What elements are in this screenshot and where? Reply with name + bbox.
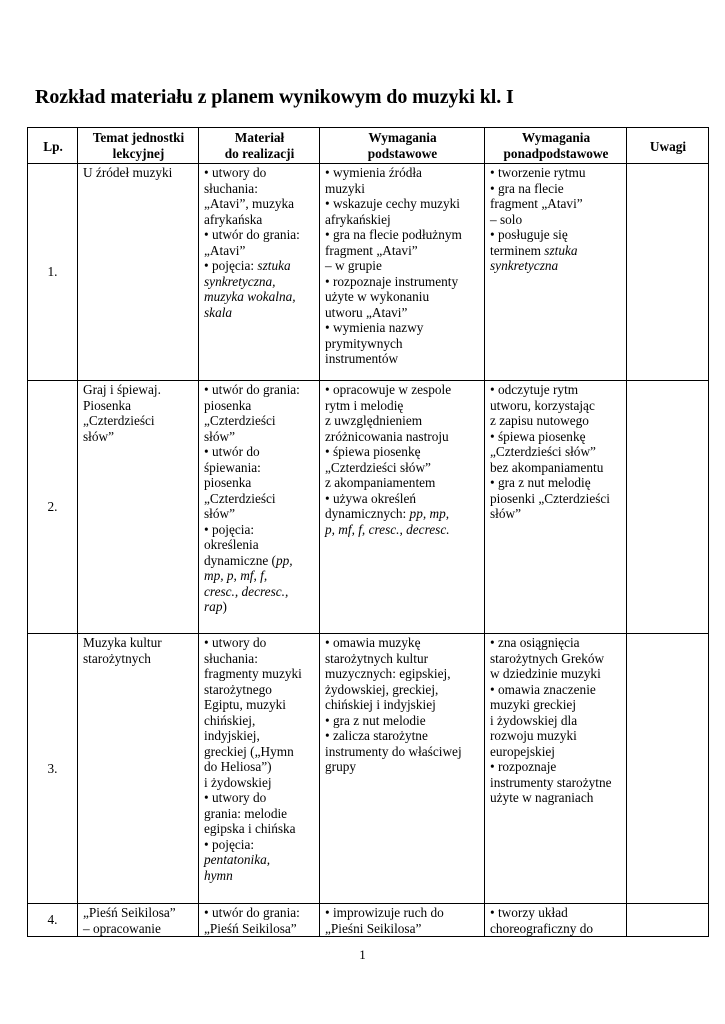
temat-line: Graj i śpiewaj. [83, 382, 161, 397]
table-row [28, 634, 709, 904]
ponad-line: starożytnych Greków [490, 650, 605, 666]
page-number: 1 [359, 947, 366, 962]
header-lp: Lp. [28, 128, 78, 164]
ponad-line: instrumenty starożytne [490, 774, 612, 790]
header-material-line: do realizacji [224, 145, 295, 161]
material-line: • utwory do [204, 790, 267, 805]
podst-line: użyte w wykonaniu [325, 289, 430, 304]
material-line: muzyka wokalna, [204, 289, 296, 304]
material-line: skala [204, 304, 233, 320]
ponad-line: – solo [490, 211, 523, 227]
podst-line: rytm i melodię [325, 397, 404, 413]
ponad-line: choreograficzny do [490, 920, 593, 936]
podst-line: żydowskiej, greckiej, [325, 681, 439, 697]
cell-podst [320, 381, 485, 634]
ponad-line: w dziedzinie muzyki [490, 666, 601, 681]
material-line: greckiej („Hymn [204, 743, 294, 759]
cell-uwagi [627, 904, 709, 937]
cell-temat [78, 904, 199, 937]
material-line: słów” [204, 506, 236, 521]
cell-lp: 4. [28, 904, 78, 937]
material-line: Egiptu, muzyki [204, 697, 286, 712]
podst-line: p, mf, f, cresc., decresc. [325, 521, 450, 537]
podst-line: chińskiej i indyjskiej [325, 697, 436, 712]
podst-line: • improwizuje ruch do [325, 905, 444, 920]
header-podst-line: Wymagania [368, 130, 437, 145]
cell-ponad [485, 634, 627, 904]
ponad-line: • omawia znaczenie [490, 681, 596, 697]
material-line: cresc., decresc., [204, 583, 289, 599]
ponad-line: • gra z nut melodię [490, 475, 591, 490]
podst-line: z uwzględnieniem [325, 413, 423, 428]
material-line: • utwór do grania: [204, 905, 300, 920]
material-line: pentatonika, [204, 852, 271, 867]
podst-line: • śpiewa piosenkę [325, 444, 421, 459]
cell-material [199, 904, 320, 937]
ponad-line: słów” [490, 506, 522, 521]
ponad-line: piosenki „Czterdzieści [490, 490, 610, 506]
header-row [28, 128, 709, 164]
document-title: Rozkład materiału z planem wynikowym do muzyki kl. I [35, 86, 514, 108]
cell-lp: 3. [28, 634, 78, 904]
material-line: określenia [204, 537, 259, 552]
cell-podst [320, 904, 485, 937]
podst-line: – w grupie [325, 258, 382, 273]
cell-ponad [485, 904, 627, 937]
podst-line: • wymienia źródła [325, 165, 422, 180]
header-ponad-line: Wymagania [521, 130, 591, 145]
podst-line: „Czterdzieści słów” [325, 459, 431, 475]
cell-temat [78, 381, 199, 634]
podst-line: • gra z nut melodie [325, 712, 426, 728]
cell-material [199, 634, 320, 904]
temat-line: starożytnych [83, 650, 151, 666]
cell-ponad [485, 381, 627, 634]
material-line: synkretyczna, [204, 273, 276, 289]
material-line: • utwory do [204, 635, 267, 650]
material-line: • utwór do grania: [204, 382, 300, 397]
podst-line: dynamicznych: pp, mp, [325, 506, 450, 521]
ponad-line: użyte w nagraniach [490, 790, 594, 805]
podst-line: fragment „Atavi” [325, 242, 418, 258]
material-line: afrykańska [204, 211, 263, 227]
podst-line: • rozpoznaje instrumenty [325, 273, 459, 289]
cell-material [199, 164, 320, 381]
podst-line: grupy [325, 759, 357, 774]
podst-line: prymitywnych [325, 335, 403, 351]
header-temat-line: lekcyjnej [112, 145, 165, 161]
header-temat-line: Temat jednostki [92, 130, 185, 145]
material-line: „Pieśń Seikilosa” [204, 920, 297, 936]
podst-line: instrumenty do właściwej [325, 743, 462, 759]
ponad-line: i żydowskiej dla [490, 712, 578, 728]
ponad-line: synkretyczna [490, 258, 559, 273]
podst-line: • wymienia nazwy [325, 320, 424, 335]
cell-podst [320, 164, 485, 381]
ponad-line: • rozpoznaje [490, 759, 557, 774]
material-line: słuchania: [204, 650, 258, 666]
material-line: śpiewania: [204, 459, 261, 475]
temat-line: Muzyka kultur [83, 635, 162, 650]
material-line: „Czterdzieści [204, 413, 276, 428]
temat-line: – opracowanie [83, 920, 161, 936]
material-line: • pojęcia: sztuka [204, 258, 291, 273]
material-line: starożytnego [204, 681, 272, 697]
material-line: indyjskiej, [204, 728, 260, 743]
ponad-line: z zapisu nutowego [490, 413, 589, 428]
podst-line: muzyki [325, 180, 365, 196]
material-line: słów” [204, 428, 236, 444]
ponad-line: europejskiej [490, 743, 555, 759]
material-line: • pojęcia: [204, 836, 255, 852]
header-material-line: Materiał [234, 130, 285, 145]
podst-line: • wskazuje cechy muzyki [325, 196, 460, 211]
ponad-line: • posługuje się [490, 227, 568, 242]
material-line: rap) [204, 599, 227, 614]
material-line: • pojęcia: [204, 521, 255, 537]
podst-line: afrykańskiej [325, 211, 391, 227]
ponad-line: fragment „Atavi” [490, 196, 583, 211]
podst-line: instrumentów [325, 351, 399, 366]
podst-line: starożytnych kultur [325, 650, 429, 666]
material-line: „Atavi”, muzyka [204, 196, 295, 211]
material-line: mp, p, mf, f, [204, 568, 268, 583]
cell-uwagi [627, 381, 709, 634]
header-ponad-line: ponadpodstawowe [503, 145, 609, 161]
material-line: piosenka [204, 475, 252, 490]
ponad-line: • śpiewa piosenkę [490, 428, 586, 444]
material-line: dynamiczne (pp, [204, 552, 293, 568]
header-podstawowe [320, 128, 485, 164]
material-line: „Atavi” [204, 242, 246, 258]
temat-line: „Pieśń Seikilosa” [83, 905, 176, 920]
podst-line: zróżnicowania nastroju [325, 428, 449, 444]
cell-material [199, 381, 320, 634]
podst-line: „Pieśni Seikilosa” [325, 920, 422, 936]
cell-lp: 2. [28, 381, 78, 634]
material-line: do Heliosa”) [204, 759, 272, 774]
cell-ponad [485, 164, 627, 381]
ponad-line: • tworzenie rytmu [490, 165, 586, 180]
podst-line: utworu „Atavi” [325, 304, 408, 320]
table-row [28, 381, 709, 634]
cell-lp: 1. [28, 164, 78, 381]
header-temat [78, 128, 199, 164]
ponad-line: bez akompaniamentu [490, 459, 604, 475]
ponad-line: • zna osiągnięcia [490, 635, 580, 650]
material-line: „Czterdzieści [204, 490, 276, 506]
podst-line: • gra na flecie podłużnym [325, 227, 462, 242]
temat-line: U źródeł muzyki [83, 165, 173, 180]
header-material [199, 128, 320, 164]
ponad-line: utworu, korzystając [490, 397, 595, 413]
lesson-plan-table [27, 127, 709, 937]
cell-podst [320, 634, 485, 904]
ponad-line: • gra na flecie [490, 180, 564, 196]
header-ponadpodstawowe [485, 128, 627, 164]
header-podst-line: podstawowe [367, 145, 438, 161]
ponad-line: terminem sztuka [490, 242, 578, 258]
table-row [28, 164, 709, 381]
material-line: • utwór do [204, 444, 260, 459]
cell-temat [78, 164, 199, 381]
cell-temat [78, 634, 199, 904]
podst-line: z akompaniamentem [325, 475, 436, 490]
podst-line: muzycznych: egipskiej, [325, 666, 451, 681]
material-line: hymn [204, 867, 233, 883]
temat-line: „Czterdzieści [83, 413, 155, 428]
ponad-line: rozwoju muzyki [490, 728, 577, 743]
material-line: fragmenty muzyki [204, 666, 302, 681]
temat-line: Piosenka [83, 397, 132, 413]
podst-line: • używa określeń [325, 490, 417, 506]
material-line: • utwór do grania: [204, 227, 300, 242]
podst-line: • zalicza starożytne [325, 728, 428, 743]
cell-uwagi [627, 634, 709, 904]
material-line: grania: melodie [204, 805, 288, 821]
ponad-line: • tworzy układ [490, 905, 568, 920]
material-line: piosenka [204, 397, 252, 413]
cell-uwagi [627, 164, 709, 381]
ponad-line: • odczytuje rytm [490, 382, 579, 397]
material-line: i żydowskiej [204, 774, 272, 790]
material-line: chińskiej, [204, 712, 256, 728]
temat-line: słów” [83, 428, 115, 444]
podst-line: • opracowuje w zespole [325, 382, 452, 397]
podst-line: • omawia muzykę [325, 635, 421, 650]
ponad-line: muzyki greckiej [490, 697, 577, 712]
table-row [28, 904, 709, 937]
material-line: słuchania: [204, 180, 258, 196]
header-uwagi: Uwagi [627, 128, 709, 164]
material-line: egipska i chińska [204, 821, 296, 836]
material-line: • utwory do [204, 165, 267, 180]
ponad-line: „Czterdzieści słów” [490, 444, 596, 459]
